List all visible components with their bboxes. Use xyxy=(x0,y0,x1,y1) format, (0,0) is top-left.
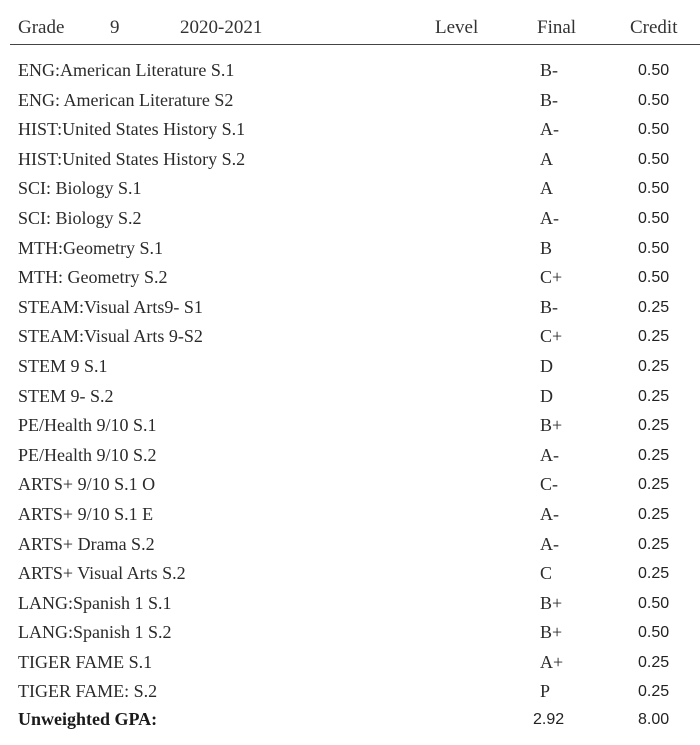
course-row xyxy=(0,56,700,86)
course-row xyxy=(0,618,700,648)
course-name: TIGER FAME: S.2 xyxy=(18,681,158,702)
course-credit: 0.50 xyxy=(638,239,670,257)
course-row xyxy=(0,500,700,530)
course-credit: 0.50 xyxy=(638,150,670,168)
header-divider xyxy=(10,44,700,45)
course-name: SCI: Biology S.1 xyxy=(18,178,142,199)
gpa-label: Unweighted GPA: xyxy=(18,709,158,729)
course-name: ENG: American Literature S2 xyxy=(18,89,234,110)
final-grade: B+ xyxy=(540,592,563,613)
final-grade: A- xyxy=(540,444,559,465)
grade-value: 9 xyxy=(110,17,120,38)
course-credit: 0.25 xyxy=(638,298,670,316)
final-grade: B- xyxy=(540,296,558,317)
course-name: HIST:United States History S.1 xyxy=(18,119,246,140)
course-row xyxy=(0,293,700,323)
final-grade: C- xyxy=(540,474,558,495)
course-credit: 0.25 xyxy=(638,653,670,671)
final-grade: C xyxy=(540,563,553,584)
final-grade: B- xyxy=(540,89,558,110)
course-credit: 0.25 xyxy=(638,387,670,405)
course-name: PE/Health 9/10 S.1 xyxy=(18,415,157,436)
course-row xyxy=(0,382,700,412)
course-name: MTH:Geometry S.1 xyxy=(18,237,163,258)
final-column-header: Final xyxy=(537,17,577,38)
course-credit: 0.25 xyxy=(638,417,670,435)
final-grade: B+ xyxy=(540,415,563,436)
course-row xyxy=(0,648,700,678)
course-row xyxy=(0,322,700,352)
course-credit: 0.50 xyxy=(638,91,670,109)
course-name: HIST:United States History S.2 xyxy=(18,148,246,169)
course-row xyxy=(0,86,700,116)
final-grade: A- xyxy=(540,533,559,554)
course-credit: 0.25 xyxy=(638,683,670,701)
course-name: ARTS+ Visual Arts S.2 xyxy=(18,563,186,584)
course-row xyxy=(0,677,700,707)
course-credit: 0.50 xyxy=(638,180,670,198)
final-grade: C+ xyxy=(540,267,563,288)
final-grade: A xyxy=(540,178,553,199)
grade-label: Grade xyxy=(18,17,65,38)
course-list xyxy=(0,56,700,707)
course-name: ARTS+ 9/10 S.1 O xyxy=(18,474,156,495)
course-row xyxy=(0,559,700,589)
final-grade: D xyxy=(540,355,553,376)
final-grade: P xyxy=(540,681,551,702)
final-grade: A xyxy=(540,148,553,169)
credit-column-header: Credit xyxy=(630,17,678,38)
course-credit: 0.25 xyxy=(638,328,670,346)
course-credit: 0.50 xyxy=(638,269,670,287)
course-row xyxy=(0,234,700,264)
course-row xyxy=(0,411,700,441)
course-credit: 0.50 xyxy=(638,62,670,79)
course-credit: 0.50 xyxy=(638,209,670,227)
total-credit-value: 8.00 xyxy=(638,711,670,728)
course-row xyxy=(0,115,700,145)
course-row xyxy=(0,470,700,500)
gpa-summary-row xyxy=(0,705,700,735)
course-row xyxy=(0,530,700,560)
course-credit: 0.25 xyxy=(638,565,670,583)
course-name: MTH: Geometry S.2 xyxy=(18,267,168,288)
course-credit: 0.50 xyxy=(638,624,670,642)
final-grade: B- xyxy=(540,60,558,80)
course-row xyxy=(0,204,700,234)
course-credit: 0.25 xyxy=(638,505,670,523)
final-grade: B+ xyxy=(540,622,563,643)
course-row xyxy=(0,441,700,471)
course-row xyxy=(0,352,700,382)
final-grade: D xyxy=(540,385,553,406)
course-row xyxy=(0,174,700,204)
course-credit: 0.25 xyxy=(638,357,670,375)
final-grade: C+ xyxy=(540,326,563,347)
school-year: 2020-2021 xyxy=(180,17,263,38)
course-name: ARTS+ 9/10 S.1 E xyxy=(18,503,154,524)
course-name: LANG:Spanish 1 S.2 xyxy=(18,622,172,643)
course-name: STEM 9- S.2 xyxy=(18,385,114,406)
course-name: STEM 9 S.1 xyxy=(18,355,108,376)
course-name: LANG:Spanish 1 S.1 xyxy=(18,592,172,613)
course-name: PE/Health 9/10 S.2 xyxy=(18,444,157,465)
final-grade: B xyxy=(540,237,553,258)
course-credit: 0.50 xyxy=(638,594,670,612)
course-name: SCI: Biology S.2 xyxy=(18,207,142,228)
course-name: STEAM:Visual Arts 9-S2 xyxy=(18,326,203,347)
course-credit: 0.25 xyxy=(638,476,670,494)
level-column-header: Level xyxy=(435,17,479,38)
course-credit: 0.25 xyxy=(638,446,670,464)
gpa-value: 2.92 xyxy=(533,711,565,728)
course-name: STEAM:Visual Arts9- S1 xyxy=(18,296,203,317)
transcript-header xyxy=(0,0,700,44)
final-grade: A- xyxy=(540,207,559,228)
course-row xyxy=(0,589,700,619)
course-name: ARTS+ Drama S.2 xyxy=(18,533,155,554)
course-row xyxy=(0,263,700,293)
final-grade: A+ xyxy=(540,651,564,672)
final-grade: A- xyxy=(540,119,559,140)
course-row xyxy=(0,145,700,175)
course-credit: 0.25 xyxy=(638,535,670,553)
course-name: TIGER FAME S.1 xyxy=(18,651,153,672)
course-credit: 0.50 xyxy=(638,121,670,139)
course-name: ENG:American Literature S.1 xyxy=(18,60,235,80)
final-grade: A- xyxy=(540,503,559,524)
